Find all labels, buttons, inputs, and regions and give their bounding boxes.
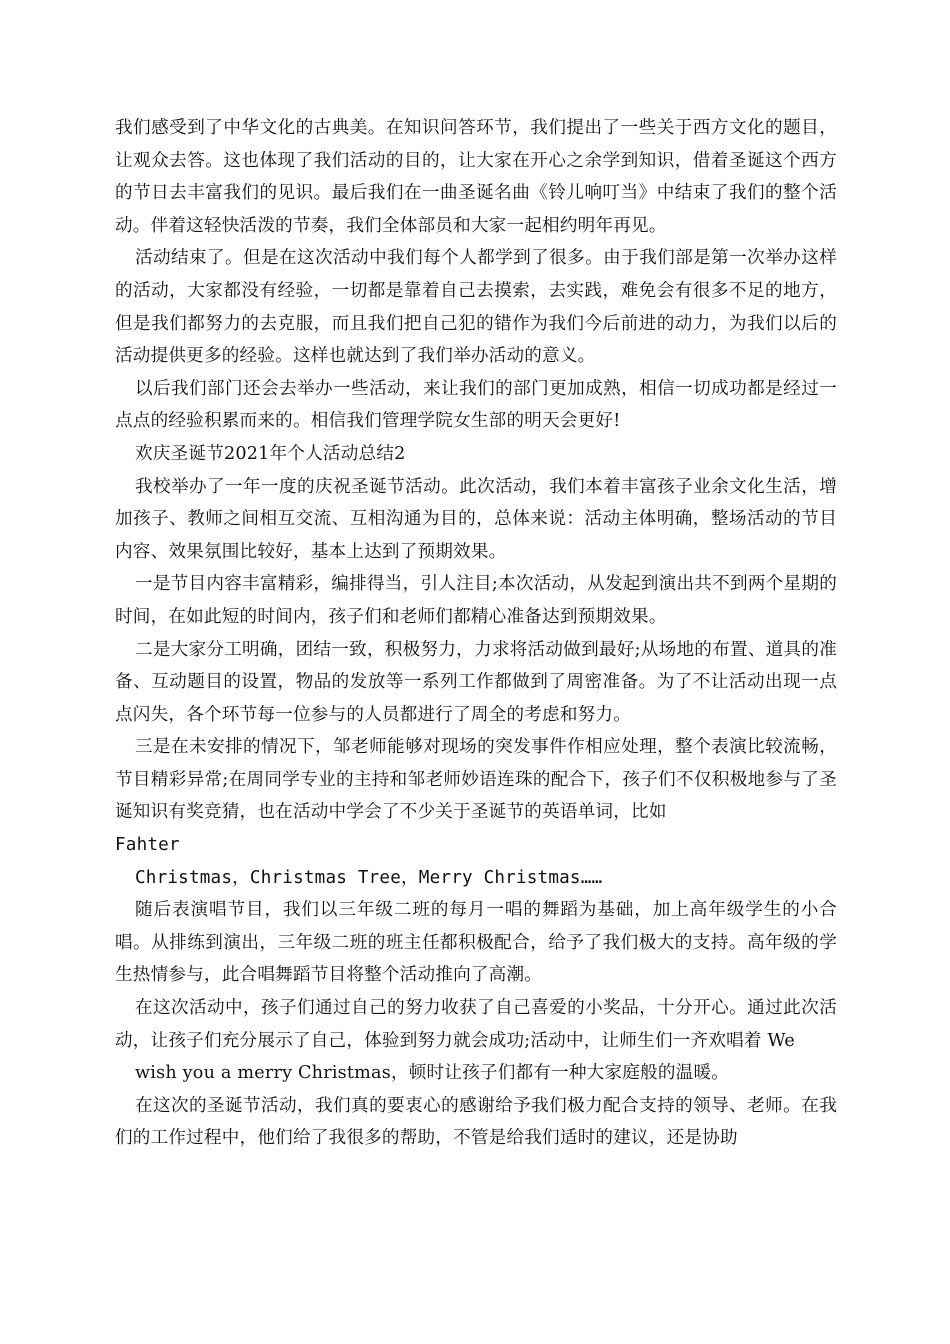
paragraph-3: 以后我们部门还会去举办一些活动，来让我们的部门更加成熟，相信一切成功都是经过一点点的经验积累而来的。相信我们管理学院女生部的明天会更好!: [115, 378, 837, 432]
paragraph-6: 二是大家分工明确，团结一致，积极努力，力求将活动做到最好;从场地的布置、道具的准备、互动题目的设置，物品的发放等一系列工作都做到了周密准备。为了不让活动出现一点点闪失，各个环节每一位参与的人员都进行了周全的考虑和努力。: [115, 639, 837, 725]
document-body: [115, 112, 837, 1155]
paragraph-8: Christmas，Christmas Tree，Merry Christmas……: [135, 867, 603, 888]
paragraph-11: wish you a merry Christmas，顿时让孩子们都有一种大家庭般的温暖。: [135, 1063, 730, 1084]
paragraph-7: 三是在未安排的情况下，邹老师能够对现场的突发事件作相应处理，整个表演比较流畅，节目精彩异常;在周同学专业的主持和邹老师妙语连珠的配合下，孩子们不仅积极地参与了圣诞知识有奖竞猜，也在活动中学会了不少关于圣诞节的英语单词，比如: [115, 737, 837, 823]
paragraph-7-word: Fahter: [115, 835, 180, 856]
paragraph-10: 在这次活动中，孩子们通过自己的努力收获了自己喜爱的小奖品，十分开心。通过此次活动，让孩子们充分展示了自己，体验到努力就会成功;活动中，让师生们一齐欢唱着 We: [115, 998, 837, 1051]
paragraph-4: 我校举办了一年一度的庆祝圣诞节活动。此次活动，我们本着丰富孩子业余文化生活，增加孩子、教师之间相互交流、互相沟通为目的，总体来说：活动主体明确，整场活动的节目内容、效果氛围比较好，基本上达到了预期效果。: [115, 476, 837, 562]
paragraph-5: 一是节目内容丰富精彩，编排得当，引人注目;本次活动，从发起到演出共不到两个星期的时间，在如此短的时间内，孩子们和老师们都精心准备达到预期效果。: [115, 574, 837, 627]
paragraph-12: 在这次的圣诞节活动，我们真的要衷心的感谢给予我们极力配合支持的领导、老师。在我们的工作过程中，他们给了我很多的帮助，不管是给我们适时的建议，还是协助: [115, 1095, 837, 1149]
paragraph-1: 我们感受到了中华文化的古典美。在知识问答环节，我们提出了一些关于西方文化的题目，让观众去答。这也体现了我们活动的目的，让大家在开心之余学到知识，借着圣诞这个西方的节日去丰富我们的见识。最后我们在一曲圣诞名曲《铃儿响叮当》中结束了我们的整个活动。伴着这轻快活泼的节奏，我们全体部员和大家一起相约明年再见。: [115, 118, 837, 236]
paragraph-9: 随后表演唱节目，我们以三年级二班的每月一唱的舞蹈为基础，加上高年级学生的小合唱。从排练到演出，三年级二班的班主任都积极配合，给予了我们极大的支持。高年级的学生热情参与，此合唱舞蹈节目将整个活动推向了高潮。: [115, 900, 837, 986]
paragraph-2: 活动结束了。但是在这次活动中我们每个人都学到了很多。由于我们部是第一次举办这样的活动，大家都没有经验，一切都是靠着自己去摸索，去实践，难免会有很多不足的地方，但是我们都努力的去克服，而且我们把自己犯的错作为我们今后前进的动力，为我们以后的活动提供更多的经验。这样也就达到了我们举办活动的意义。: [115, 248, 837, 367]
section-title: 欢庆圣诞节2021年个人活动总结2: [135, 443, 406, 464]
